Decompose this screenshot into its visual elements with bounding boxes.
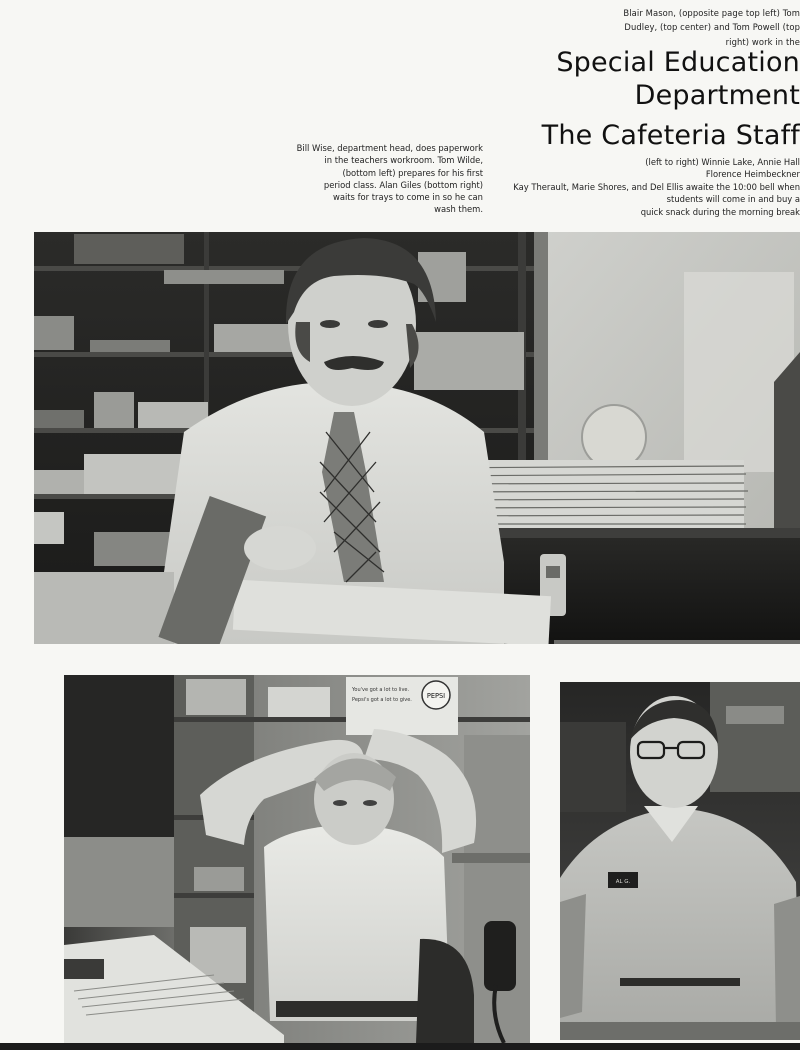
name-tag-text: AL G.: [615, 879, 631, 885]
page-bottom-edge: [0, 1043, 800, 1050]
cafeteria-caption-line-4: students will come in and buy a: [666, 194, 800, 205]
pepsi-sign-line-1: You've got a lot to live.: [352, 687, 410, 693]
cafeteria-caption-line-5: quick snack during the morning break: [640, 206, 800, 217]
tom-wilde-photo: [64, 675, 530, 1043]
bill-wise-caption-line-6: wash them.: [434, 204, 483, 215]
alan-giles-photo: [560, 682, 800, 1040]
bill-wise-caption-line-1: Bill Wise, department head, does paperwork: [296, 143, 483, 153]
department-heading: Department: [634, 80, 800, 111]
bill-wise-caption: [280, 142, 483, 216]
bill-wise-caption-line-2: in the teachers workroom. Tom Wilde,: [324, 155, 483, 166]
top-right-caption-line-2: Dudley, (top center) and Tom Powell (top: [624, 22, 800, 33]
cafeteria-caption-line-3: Kay Therault, Marie Shores, and Del Ellis awaite the 10:00 bell when: [513, 181, 800, 192]
special-education-heading: Special Education: [556, 47, 800, 78]
cafeteria-caption-line-1: (left to right) Winnie Lake, Annie Hall: [645, 157, 800, 167]
top-right-caption: [610, 6, 800, 49]
pepsi-sign-line-2: Pepsi's got a lot to give.: [352, 697, 412, 703]
bill-wise-caption-line-4: period class. Alan Giles (bottom right): [323, 179, 483, 190]
cafeteria-staff-heading: The Cafeteria Staff: [541, 120, 800, 151]
top-right-caption-line-1: Blair Mason, (opposite page top left) Tom: [623, 8, 800, 18]
cafeteria-caption-line-2: Florence Heimbeckner: [705, 169, 800, 180]
top-right-caption-line-3: right) work in the: [725, 36, 800, 47]
bill-wise-caption-line-5: waits for trays to come in so he can: [332, 192, 483, 203]
bill-wise-photo: [34, 232, 800, 644]
pepsi-logo-text: PEPSI: [426, 692, 446, 700]
bill-wise-caption-line-3: (bottom left) prepares for his first: [342, 167, 483, 178]
cafeteria-caption: [500, 156, 800, 218]
